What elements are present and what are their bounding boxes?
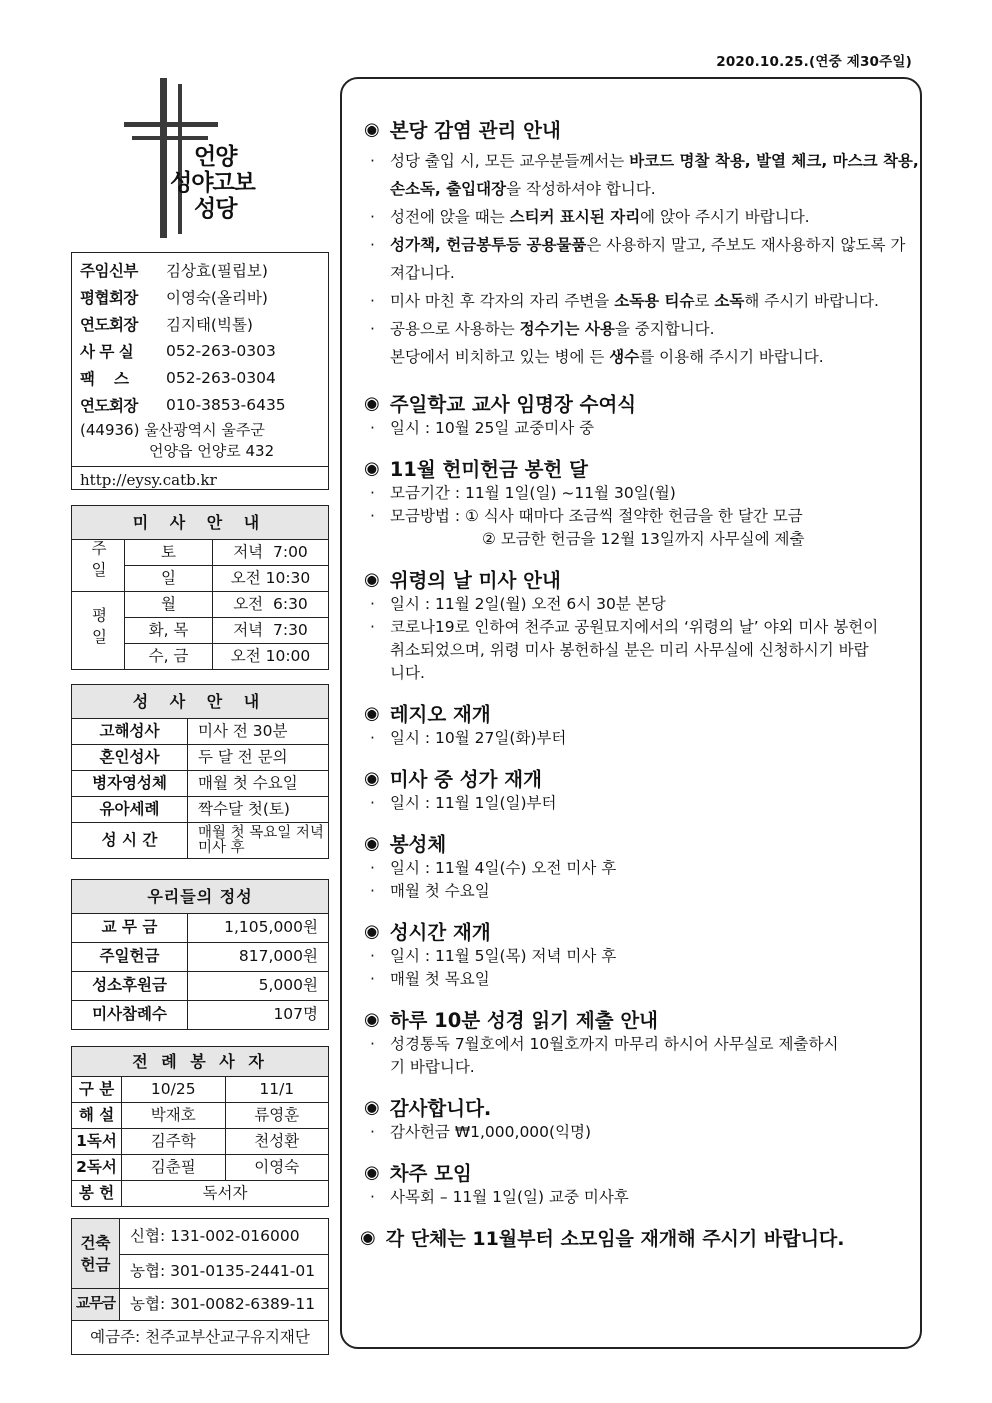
bullet-icon: · <box>370 729 375 747</box>
bullet-icon: · <box>370 947 375 965</box>
item-emphasis: 소독 <box>714 292 745 310</box>
target-bullet-icon: ◉ <box>364 1096 380 1118</box>
target-bullet-icon: ◉ <box>364 568 380 590</box>
sunday-label-text: 주일 <box>89 540 107 583</box>
info-value: 김지태(빅톨) <box>166 315 253 334</box>
item-text: 매월 첫 수요일 <box>390 882 490 900</box>
mass-time: 오전 10:30 <box>213 566 329 592</box>
notice-item <box>364 616 920 685</box>
section-title <box>364 1093 920 1121</box>
item-text: 일시 : 10월 25일 교중미사 중 <box>390 419 595 437</box>
item-text: 미사 마친 후 각자의 자리 주변을 <box>390 292 615 310</box>
item-text: 에 앉아 주시기 바랍니다. <box>640 208 810 226</box>
offering-table <box>71 879 329 1030</box>
offering-value: 817,000원 <box>188 943 329 972</box>
offering-title: 우리들의 정성 <box>72 880 329 914</box>
bullet-icon: · <box>370 1188 375 1206</box>
item-emphasis: 성가책, 헌금봉투등 공용물품 <box>390 236 587 254</box>
item-emphasis: 소독용 티슈 <box>614 292 695 310</box>
mass-day: 월 <box>125 592 213 618</box>
cross-icon <box>160 78 167 238</box>
item-text: 해 주시기 바랍니다. <box>744 292 879 310</box>
offering-key: 주일헌금 <box>72 943 188 972</box>
item-text: 성경통독 7월호에서 10월호까지 마무리 하시어 사무실로 제출하시기 바랍니다. <box>390 1035 839 1076</box>
offering-value: 1,105,000원 <box>188 914 329 943</box>
notice-item <box>364 505 920 528</box>
item-text: ② 모금한 헌금을 12월 13일까지 사무실에 제출 <box>482 530 805 548</box>
servers-title: 전 례 봉 사 자 <box>72 1047 329 1077</box>
servers-date: 11/1 <box>225 1077 329 1103</box>
info-value: 이영숙(올리바) <box>166 288 268 307</box>
section-title <box>364 115 920 143</box>
item-text: 을 작성하셔야 합니다. <box>506 180 656 198</box>
bullet-icon: · <box>370 1035 375 1053</box>
offering-value: 107명 <box>188 1001 329 1030</box>
notice-item <box>364 147 920 203</box>
section-title <box>364 454 920 482</box>
sacrament-value: 매월 첫 수요일 <box>188 771 329 797</box>
section-title <box>364 1005 920 1033</box>
notice-item <box>364 727 920 750</box>
target-bullet-icon: ◉ <box>364 702 380 724</box>
sacrament-key: 성 시 간 <box>72 823 188 859</box>
bullet-icon: · <box>370 618 375 636</box>
section-title-text: 미사 중 성가 재개 <box>389 768 542 791</box>
item-text: 로 <box>694 292 715 310</box>
offering-value: 5,000원 <box>188 972 329 1001</box>
mass-time: 저녁 7:00 <box>213 540 329 566</box>
servers-name: 독서자 <box>122 1181 329 1207</box>
notice-section <box>364 389 920 440</box>
item-text: 성당 출입 시, 모든 교우분들께서는 <box>390 152 630 170</box>
info-value: 052-263-0303 <box>166 341 276 360</box>
notice-section <box>360 1223 920 1251</box>
offering-key: 성소후원금 <box>72 972 188 1001</box>
info-key: 주임신부 <box>80 261 138 280</box>
item-text: 매월 첫 목요일 <box>390 970 490 988</box>
bullet-icon: · <box>370 419 375 437</box>
sacrament-key: 고해성사 <box>72 719 188 745</box>
info-key: 평협회장 <box>80 288 138 307</box>
parish-logo <box>122 78 282 238</box>
sacrament-key: 혼인성사 <box>72 745 188 771</box>
section-title <box>364 389 920 417</box>
bullet-icon: · <box>370 484 375 502</box>
address-line-2: 언양읍 언양로 432 <box>149 442 275 460</box>
sunday-label <box>72 540 125 592</box>
notices-panel <box>340 77 922 1349</box>
sacrament-value: 두 달 전 문의 <box>188 745 329 771</box>
section-title-text: 하루 10분 성경 읽기 제출 안내 <box>389 1009 659 1032</box>
section-title <box>360 1223 920 1251</box>
bullet-icon: · <box>370 208 375 226</box>
notice-section <box>364 917 920 991</box>
notice-item <box>364 945 920 968</box>
notice-item <box>364 857 920 880</box>
notice-section <box>364 1093 920 1144</box>
account-number: 신협: 131-002-016000 <box>120 1219 329 1255</box>
section-title <box>364 829 920 857</box>
section-title <box>364 764 920 792</box>
section-title-text: 감사합니다. <box>389 1097 492 1120</box>
sacrament-title: 성 사 안 내 <box>72 685 329 719</box>
servers-name: 김춘필 <box>122 1155 226 1181</box>
cross-bar <box>124 122 218 127</box>
logo-line-1: 언양 <box>194 144 237 170</box>
logo-line-2: 성야고보 <box>170 170 255 196</box>
notice-section <box>364 565 920 685</box>
bullet-icon: · <box>370 507 375 525</box>
bullet-icon: · <box>370 595 375 613</box>
notice-section <box>364 115 920 371</box>
section-title-text: 성시간 재개 <box>389 921 491 944</box>
item-text: 모금방법 : ① 식사 때마다 조금씩 절약한 헌금을 한 달간 모금 <box>390 507 803 525</box>
target-bullet-icon: ◉ <box>364 1161 380 1183</box>
notice-section <box>364 454 920 551</box>
section-title <box>364 699 920 727</box>
info-key: 팩 스 <box>80 369 129 388</box>
section-title-text: 봉성체 <box>389 833 447 856</box>
sacrament-key: 유아세례 <box>72 797 188 823</box>
servers-key: 2독서 <box>72 1155 122 1181</box>
item-text: 모금기간 : 11월 1일(일) ~11월 30일(월) <box>390 484 676 502</box>
servers-key: 구 분 <box>72 1077 122 1103</box>
bullet-icon: · <box>370 152 375 170</box>
item-emphasis: 바코드 명찰 착용, 발열 체크, 마스크 착용, 손소독, 출입대장 <box>390 152 919 198</box>
tithe-label: 교무금 <box>72 1289 120 1321</box>
notice-section <box>364 699 920 750</box>
item-text: 본당에서 비치하고 있는 병에 든 <box>390 348 610 366</box>
bullet-icon: · <box>370 292 375 310</box>
cross-bar-2 <box>132 136 208 140</box>
section-title-text: 주일학교 교사 임명장 수여식 <box>389 393 637 416</box>
info-key: 연도회장 <box>80 315 138 334</box>
bullet-icon: · <box>370 970 375 988</box>
servers-name: 이영숙 <box>225 1155 329 1181</box>
item-text: 을 중지합니다. <box>614 320 715 338</box>
parish-url[interactable]: http://eysy.catb.kr <box>72 466 328 489</box>
info-value: 010-3853-6435 <box>166 395 286 414</box>
mass-time: 오전 6:30 <box>213 592 329 618</box>
target-bullet-icon: ◉ <box>364 920 380 942</box>
notice-item <box>364 880 920 903</box>
mass-time: 오전 10:00 <box>213 644 329 670</box>
notice-section <box>364 1005 920 1079</box>
bulletin-date: 2020.10.25.(연중 제30주일) <box>716 54 912 70</box>
sacrament-value: 미사 전 30분 <box>188 719 329 745</box>
item-text: 를 이용해 주시기 바랍니다. <box>639 348 824 366</box>
notice-item <box>364 968 920 991</box>
item-text: 코로나19로 인하여 천주교 공원묘지에서의 ‘위령의 날’ 야외 미사 봉헌이 취소되었으며, 위령 미사 봉헌하실 분은 미리 사무실에 신청하시기 바랍니다. <box>390 618 879 682</box>
servers-name: 김주학 <box>122 1129 226 1155</box>
notice-item <box>364 1186 920 1209</box>
target-bullet-icon: ◉ <box>364 1008 380 1030</box>
notice-item <box>364 203 920 231</box>
weekday-label-text: 평일 <box>89 606 108 650</box>
item-text: 사목회 – 11월 1일(일) 교중 미사후 <box>390 1188 629 1206</box>
servers-name: 류영훈 <box>225 1103 329 1129</box>
item-emphasis: 생수 <box>609 348 640 366</box>
info-value: 김상효(필립보) <box>166 261 268 280</box>
notice-item <box>364 1033 920 1079</box>
notice-item <box>364 231 920 287</box>
item-text: 일시 : 11월 5일(목) 저녁 미사 후 <box>390 947 617 965</box>
info-value: 052-263-0304 <box>166 368 276 387</box>
bullet-icon: · <box>370 794 375 812</box>
parish-info <box>71 252 329 490</box>
sacrament-value: 짝수달 첫(토) <box>188 797 329 823</box>
target-bullet-icon: ◉ <box>360 1226 376 1248</box>
item-text: 일시 : 11월 1일(일)부터 <box>390 794 557 812</box>
notice-item <box>364 593 920 616</box>
target-bullet-icon: ◉ <box>364 392 380 414</box>
mass-schedule-table <box>71 505 329 670</box>
bullet-icon: · <box>370 1123 375 1141</box>
logo-line-3: 성당 <box>194 196 237 222</box>
target-bullet-icon: ◉ <box>364 118 380 140</box>
target-bullet-icon: ◉ <box>364 767 380 789</box>
section-title-text: 각 단체는 11월부터 소모임을 재개해 주시기 바랍니다. <box>385 1227 845 1250</box>
account-holder: 예금주: 천주교부산교구유지재단 <box>72 1321 329 1355</box>
bullet-icon: · <box>370 320 375 338</box>
notice-item <box>364 1121 920 1144</box>
section-title-text: 차주 모임 <box>389 1162 472 1185</box>
offering-key: 미사참례수 <box>72 1001 188 1030</box>
weekday-label <box>72 592 125 670</box>
item-text: 공용으로 사용하는 <box>390 320 520 338</box>
item-emphasis: 정수기는 사용 <box>519 320 615 338</box>
item-text: 일시 : 11월 2일(월) 오전 6시 30분 본당 <box>390 595 666 613</box>
mass-title: 미 사 안 내 <box>72 506 329 540</box>
info-key: 연도회장 <box>80 396 138 415</box>
item-text: 감사헌금 ₩1,000,000(익명) <box>390 1123 592 1141</box>
building-fund-label-text: 건축헌금 <box>80 1233 111 1274</box>
sacrament-key: 병자영성체 <box>72 771 188 797</box>
bullet-icon: · <box>370 882 375 900</box>
notice-item <box>364 417 920 440</box>
servers-name: 박재호 <box>122 1103 226 1129</box>
section-title-text: 11월 헌미헌금 봉헌 달 <box>389 458 588 481</box>
offering-key: 교 무 금 <box>72 914 188 943</box>
mass-day: 토 <box>125 540 213 566</box>
mass-time: 저녁 7:30 <box>213 618 329 644</box>
cross-line <box>178 84 182 234</box>
section-title <box>364 565 920 593</box>
section-title <box>364 917 920 945</box>
servers-key: 봉 헌 <box>72 1181 122 1207</box>
account-number: 농협: 301-0082-6389-11 <box>120 1289 329 1321</box>
section-title-text: 레지오 재개 <box>389 703 491 726</box>
sacrament-value: 매월 첫 목요일 저녁미사 후 <box>188 823 329 859</box>
notice-item <box>364 315 920 371</box>
mass-day: 화, 목 <box>125 618 213 644</box>
notice-section <box>364 764 920 815</box>
servers-name: 천성환 <box>225 1129 329 1155</box>
servers-table <box>71 1046 329 1207</box>
sacrament-table <box>71 684 329 859</box>
bullet-icon: · <box>370 859 375 877</box>
building-fund-label <box>72 1219 120 1289</box>
notice-section <box>364 829 920 903</box>
target-bullet-icon: ◉ <box>364 457 380 479</box>
accounts-table <box>71 1218 329 1355</box>
notice-item <box>364 792 920 815</box>
mass-day: 일 <box>125 566 213 592</box>
target-bullet-icon: ◉ <box>364 832 380 854</box>
item-text: 일시 : 10월 27일(화)부터 <box>390 729 567 747</box>
servers-key: 1독서 <box>72 1129 122 1155</box>
servers-key: 해 설 <box>72 1103 122 1129</box>
item-text: 성전에 앉을 때는 <box>390 208 510 226</box>
notice-item <box>364 528 920 551</box>
address-line-1: (44936) 울산광역시 울주군 <box>80 421 265 439</box>
bullet-icon: · <box>370 236 375 254</box>
item-emphasis: 스티커 표시된 자리 <box>509 208 641 226</box>
item-text: 은 사용하지 말고, 주보도 재사용하지 않도록 가져갑니다. <box>390 236 906 282</box>
section-title <box>364 1158 920 1186</box>
notice-section <box>364 1158 920 1209</box>
mass-day: 수, 금 <box>125 644 213 670</box>
section-title-text: 본당 감염 관리 안내 <box>389 119 561 142</box>
info-key: 사 무 실 <box>80 342 134 361</box>
notice-item <box>364 482 920 505</box>
notice-item <box>364 287 920 315</box>
account-number: 농협: 301-0135-2441-01 <box>120 1255 329 1289</box>
section-title-text: 위령의 날 미사 안내 <box>389 569 561 592</box>
servers-date: 10/25 <box>122 1077 226 1103</box>
item-text: 일시 : 11월 4일(수) 오전 미사 후 <box>390 859 617 877</box>
